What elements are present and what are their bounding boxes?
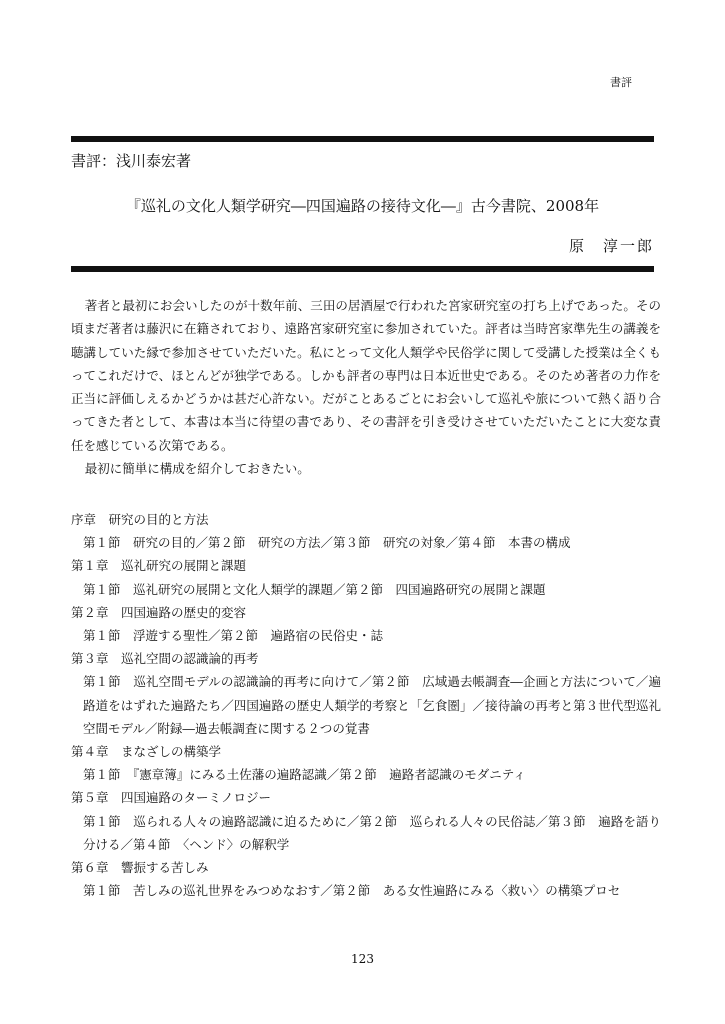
toc-sections: 第１節 巡られる人々の遍路認識に迫るために／第２節 巡られる人々の民俗誌／第３節 遍路を語り分ける／第４節 〈ヘンド〉の解釈学 — [83, 813, 661, 852]
running-header: 書評 — [610, 76, 632, 89]
page-number: 123 — [351, 952, 374, 966]
toc-chapter: 第１章 巡礼研究の展開と課題 — [71, 558, 247, 574]
toc-sections: 第１節 巡礼空間モデルの認識論的再考に向けて／第２節 広域過去帳調査―企画と方法について／遍路道をはずれた遍路たち／四国遍路の歴史人類学的考察と「乞食圏」／接待論の再考と第３世代型巡礼空間モデル／附録―過去帳調査に関する２つの覚書 — [83, 674, 661, 736]
toc-sections: 第１節 浮遊する聖性／第２節 遍路宿の民俗史・誌 — [83, 628, 384, 644]
intro-paragraph: 最初に簡単に構成を紹介しておきたい。 — [84, 461, 310, 477]
intro-paragraph: 著者と最初にお会いしたのが十数年前、三田の居酒屋で行われた宮家研究室の打ち上げであった。その頃まだ著者は藤沢に在籍されており、遠路宮家研究室に参加されていた。評者は当時宮家準先生の講義を聴講していた縁で参加させていただいた。私にとって文化人類学や民俗学に関して受講した授業は全くもってこれだけで、ほとんどが独学である。しかも評者の専門は日本近世史である。そのため著者の力作を正当に評価しえるかどうかは甚だ心許ない。だがことあるごとにお会いして巡礼や旅について熱く語り合ってきた者として、本書は本当に待望の書であり、その書評を引き受けさせていただいたことに大変な責任を感じている次第である。 — [71, 298, 661, 453]
reviewer-name: 原 淳一郎 — [568, 237, 654, 255]
toc-sections: 第１節 巡礼研究の展開と文化人類学的課題／第２節 四国遍路研究の展開と課題 — [83, 581, 546, 597]
toc-chapter: 第４章 まなざしの構築学 — [71, 744, 222, 760]
review-label: 書評：浅川泰宏著 — [71, 152, 192, 170]
top-rule — [71, 136, 654, 142]
bottom-rule — [71, 266, 654, 272]
table-of-contents — [71, 508, 661, 902]
toc-chapter: 序章 研究の目的と方法 — [71, 512, 209, 527]
toc-chapter: 第２章 四国遍路の歴史的変容 — [71, 604, 247, 620]
toc-sections: 第１節 苦しみの巡礼世界をみつめなおす／第２節 ある女性遍路にみる〈救い〉の構築プロセ — [83, 883, 621, 899]
book-title: 『巡礼の文化人類学研究―四国遍路の接待文化―』古今書院、2008年 — [125, 197, 600, 215]
toc-sections: 第１節 研究の目的／第２節 研究の方法／第３節 研究の対象／第４節 本書の構成 — [83, 535, 571, 551]
toc-chapter: 第３章 巡礼空間の認識論的再考 — [71, 651, 259, 667]
toc-sections: 第１節 『憲章簿』にみる土佐藩の遍路認識／第２節 遍路者認識のモダニティ — [83, 767, 526, 783]
toc-chapter: 第５章 四国遍路のターミノロジー — [71, 790, 272, 806]
intro-body — [71, 294, 661, 480]
toc-chapter: 第６章 響振する苦しみ — [71, 860, 209, 876]
